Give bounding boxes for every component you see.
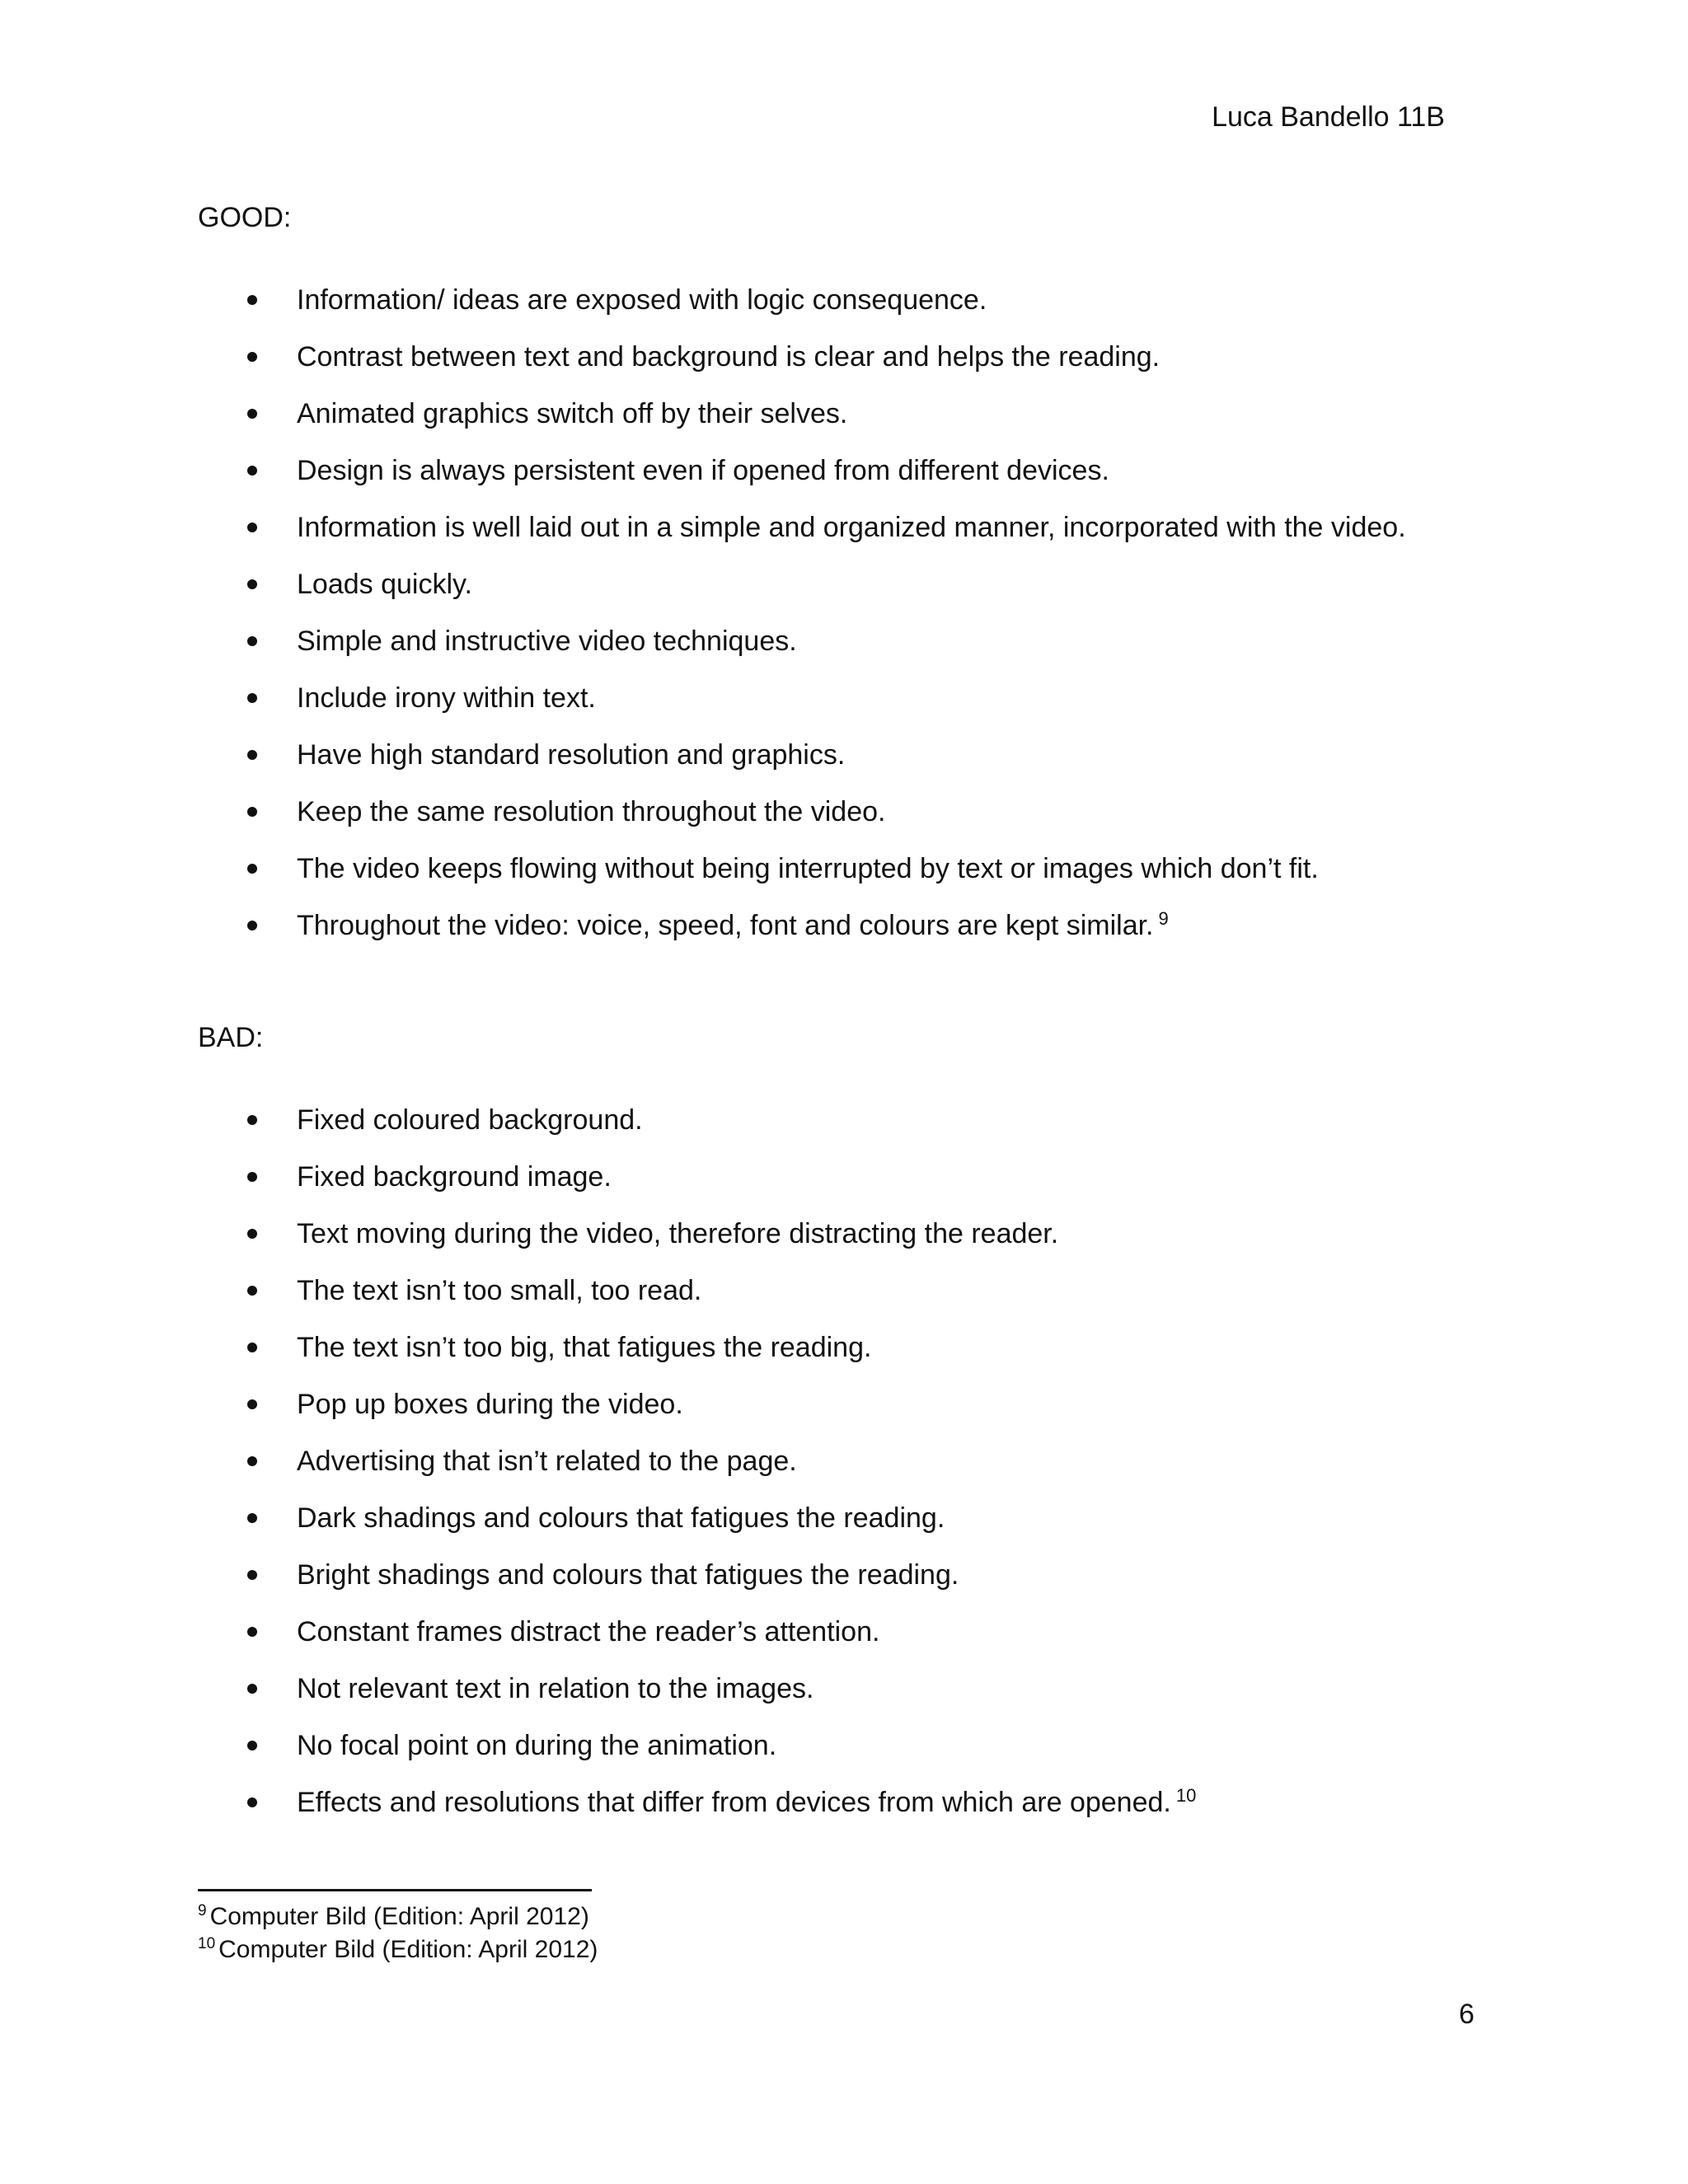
footnote: [198, 1900, 598, 1933]
bullet-icon: [247, 1797, 257, 1807]
good-list-item: [247, 678, 1484, 735]
bullet-icon: [247, 921, 257, 930]
bullet-icon: [247, 750, 257, 760]
bad-list-item: [247, 1157, 1484, 1214]
bullet-icon: [247, 807, 257, 817]
bad-item-text-with-footnote: [297, 1783, 1196, 1822]
good-item-text: Contrast between text and background is clear and helps the reading.: [297, 341, 1160, 373]
bullet-icon: [247, 864, 257, 874]
good-item-text: Information is well laid out in a simple and organized manner, incorporated with the video.: [297, 512, 1406, 543]
bad-item-text: Bright shadings and colours that fatigues the reading.: [297, 1559, 959, 1591]
bad-item-text: Not relevant text in relation to the images.: [297, 1673, 814, 1704]
good-item-text: Throughout the video: voice, speed, font and colours are kept similar.: [297, 910, 1154, 941]
bad-list-item: [247, 1328, 1484, 1385]
bad-list-item: [247, 1612, 1484, 1669]
bullet-icon: [247, 1343, 257, 1352]
good-list: [247, 280, 1484, 963]
bullet-icon: [247, 1513, 257, 1523]
bullet-icon: [247, 1627, 257, 1637]
bad-item-text: Fixed coloured background.: [297, 1104, 643, 1136]
bullet-icon: [247, 1286, 257, 1296]
good-item-text: Include irony within text.: [297, 682, 596, 714]
good-list-item: [247, 906, 1484, 963]
footnote-text: Computer Bild (Edition: April 2012): [209, 1903, 589, 1930]
bullet-icon: [247, 1684, 257, 1694]
bad-list-item: [247, 1783, 1484, 1840]
good-item-text: Information/ ideas are exposed with logic consequence.: [297, 284, 987, 316]
footnote: [198, 1933, 598, 1966]
header-author-class: Luca Bandello 11B: [1212, 101, 1445, 133]
bad-list-item: [247, 1555, 1484, 1612]
bad-item-text: Advertising that isn’t related to the page.: [297, 1446, 797, 1477]
good-list-item: [247, 508, 1484, 565]
good-item-text: Simple and instructive video techniques.: [297, 626, 797, 657]
good-list-item: [247, 451, 1484, 508]
good-list-item: [247, 280, 1484, 337]
bullet-icon: [247, 523, 257, 532]
bad-list-item: [247, 1726, 1484, 1783]
bullet-icon: [247, 295, 257, 305]
bullet-icon: [247, 1456, 257, 1466]
footnote-reference[interactable]: 9: [1158, 907, 1169, 929]
bad-item-text: The text isn’t too small, too read.: [297, 1275, 702, 1306]
good-item-text: The video keeps flowing without being interrupted by text or images which don’t fit.: [297, 853, 1319, 884]
footnote-separator: [198, 1889, 592, 1891]
good-item-text: Animated graphics switch off by their selves.: [297, 398, 848, 429]
good-item-text-with-footnote: [297, 906, 1169, 945]
good-list-item: [247, 621, 1484, 678]
good-list-item: [247, 792, 1484, 849]
bullet-icon: [247, 1570, 257, 1580]
bullet-icon: [247, 693, 257, 703]
bullet-icon: [247, 409, 257, 419]
bullet-icon: [247, 579, 257, 589]
bad-item-text: No focal point on during the animation.: [297, 1730, 777, 1761]
bullet-icon: [247, 466, 257, 476]
bullet-icon: [247, 1399, 257, 1409]
footnotes: [198, 1900, 598, 1966]
good-list-item: [247, 337, 1484, 394]
bad-list: [247, 1100, 1484, 1840]
bad-item-text: Fixed background image.: [297, 1161, 612, 1193]
bad-item-text: Constant frames distract the reader’s attention.: [297, 1616, 880, 1647]
footnote-text: Computer Bild (Edition: April 2012): [218, 1936, 598, 1963]
good-item-text: Loads quickly.: [297, 569, 472, 600]
good-item-text: Have high standard resolution and graphics.: [297, 739, 846, 771]
good-list-item: [247, 394, 1484, 451]
bad-item-text: Text moving during the video, therefore distracting the reader.: [297, 1218, 1059, 1249]
bullet-icon: [247, 1229, 257, 1239]
good-heading: GOOD:: [198, 202, 292, 233]
good-list-item: [247, 849, 1484, 906]
bullet-icon: [247, 1172, 257, 1182]
bad-heading: BAD:: [198, 1022, 264, 1053]
bad-list-item: [247, 1669, 1484, 1726]
good-item-text: Design is always persistent even if opened from different devices.: [297, 455, 1109, 486]
bullet-icon: [247, 1741, 257, 1750]
page-number: 6: [1459, 1999, 1475, 2030]
footnote-number: 10: [198, 1935, 216, 1952]
bad-list-item: [247, 1441, 1484, 1498]
bad-item-text: Dark shadings and colours that fatigues the reading.: [297, 1502, 945, 1534]
bad-list-item: [247, 1498, 1484, 1555]
bullet-icon: [247, 352, 257, 362]
good-list-item: [247, 735, 1484, 792]
bad-list-item: [247, 1100, 1484, 1157]
bad-item-text: Pop up boxes during the video.: [297, 1389, 683, 1420]
bad-item-text: Effects and resolutions that differ from devices from which are opened.: [297, 1787, 1171, 1818]
good-list-item: [247, 565, 1484, 621]
good-item-text: Keep the same resolution throughout the video.: [297, 796, 886, 827]
bullet-icon: [247, 636, 257, 646]
bad-list-item: [247, 1385, 1484, 1441]
bad-list-item: [247, 1214, 1484, 1271]
footnote-number: 9: [198, 1902, 207, 1919]
bad-list-item: [247, 1271, 1484, 1328]
bad-item-text: The text isn’t too big, that fatigues the reading.: [297, 1332, 872, 1363]
bullet-icon: [247, 1115, 257, 1125]
footnote-reference[interactable]: 10: [1175, 1784, 1197, 1806]
